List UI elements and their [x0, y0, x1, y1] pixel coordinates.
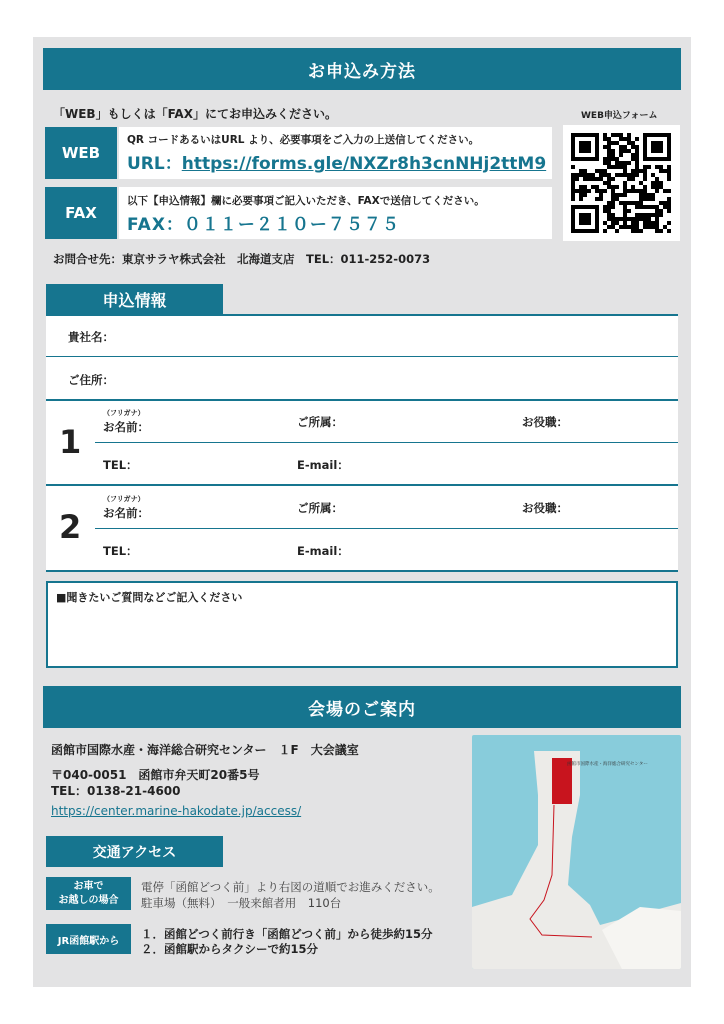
web-url-link[interactable]: https://forms.gle/NXZr8h3cnNHj2ttM9 [181, 154, 547, 174]
car-tag-line1: お車で [73, 880, 104, 892]
attendee-1-position-label: お役職： [522, 415, 568, 429]
attendee-1-email-label: E-mail： [297, 458, 349, 472]
web-url-label: URL： [127, 154, 182, 174]
fax-tag: FAX [45, 187, 117, 239]
attendee-2-divider [95, 528, 678, 529]
question-label: ■聞きたいご質問などご記入ください [56, 591, 243, 604]
venue-banner [43, 686, 681, 728]
jr-route-2: ２．函館駅からタクシーで約15分 [141, 942, 319, 956]
car-tag-line2: お越しの場合 [58, 894, 119, 906]
attendee-2-name-label: お名前： [103, 506, 149, 520]
venue-map [472, 735, 681, 969]
attendee-1-furigana: （フリガナ） [103, 409, 145, 417]
attendee-separator [46, 484, 678, 486]
contact-info: お問合せ先：東京サラヤ株式会社 北海道支店 TEL：011-252-0073 [53, 252, 431, 266]
jr-route-1: １．函館どつく前行き「函館どつく前」から徒歩約15分 [141, 927, 433, 941]
fax-instruction: 以下【申込情報】欄に必要事項ご記入いただき、FAXで送信してください。 [127, 195, 485, 207]
address-label: ご住所： [68, 373, 114, 387]
access-title-tab [46, 836, 223, 867]
qr-caption: WEB申込フォーム [581, 111, 658, 121]
application-method-title: お申込み方法 [308, 61, 416, 82]
venue-postal-address: 〒040-0051 函館市弁天町20番5号 [51, 768, 260, 782]
car-tag [46, 877, 131, 910]
attendee-1-tel-label: TEL： [103, 458, 138, 472]
map-venue-label: 函館市国際水産・海洋総合研究センター [567, 762, 648, 767]
attendee-1-name-label: お名前： [103, 420, 149, 434]
jr-tag: JR函館駅から [46, 924, 131, 954]
attendee-1-divider [95, 442, 678, 443]
web-url-line [127, 149, 546, 174]
company-divider [46, 356, 678, 357]
map-drawing [472, 735, 681, 969]
venue-access-link[interactable]: https://center.marine-hakodate.jp/access/ [51, 804, 302, 818]
web-instruction: QR コードあるいはURL より、必要事項をご入力の上送信してください。 [127, 134, 480, 146]
car-parking-text: 駐車場（無料） 一般来館者用 110台 [141, 896, 342, 910]
company-label: 貴社名： [68, 330, 114, 344]
attendee-1-number: 1 [59, 423, 82, 461]
form-box [46, 314, 678, 572]
attendee-2-email-label: E-mail： [297, 544, 349, 558]
attendee-2-number: 2 [59, 508, 82, 546]
application-intro: 「WEB」もしくは「FAX」にてお申込みください。 [53, 107, 337, 121]
qr-code-image [563, 125, 680, 241]
question-box[interactable] [46, 581, 678, 668]
form-title: 申込情報 [102, 291, 167, 310]
qr-code-box[interactable] [563, 125, 680, 241]
application-method-banner [43, 48, 681, 90]
flyer-sheet [33, 37, 691, 987]
venue-title: 会場のご案内 [308, 699, 416, 720]
attendee-2-dept-label: ご所属： [297, 501, 343, 515]
access-title: 交通アクセス [92, 844, 177, 861]
venue-name: 函館市国際水産・海洋総合研究センター １F 大会議室 [51, 743, 359, 757]
attendee-2-furigana: （フリガナ） [103, 495, 145, 503]
attendee-2-position-label: お役職： [522, 501, 568, 515]
fax-box [119, 187, 552, 239]
car-route-text: 電停「函館どつく前」より右図の道順でお進みください。 [141, 880, 440, 894]
web-box [119, 127, 552, 179]
address-divider [46, 399, 678, 401]
fax-number: FAX：０１１ー２１０ー７５７５ [127, 215, 400, 235]
venue-tel: TEL：0138-21-4600 [51, 784, 181, 798]
attendee-1-dept-label: ご所属： [297, 415, 343, 429]
form-title-tab [46, 284, 223, 315]
web-tag: WEB [45, 127, 117, 179]
attendee-2-tel-label: TEL： [103, 544, 138, 558]
